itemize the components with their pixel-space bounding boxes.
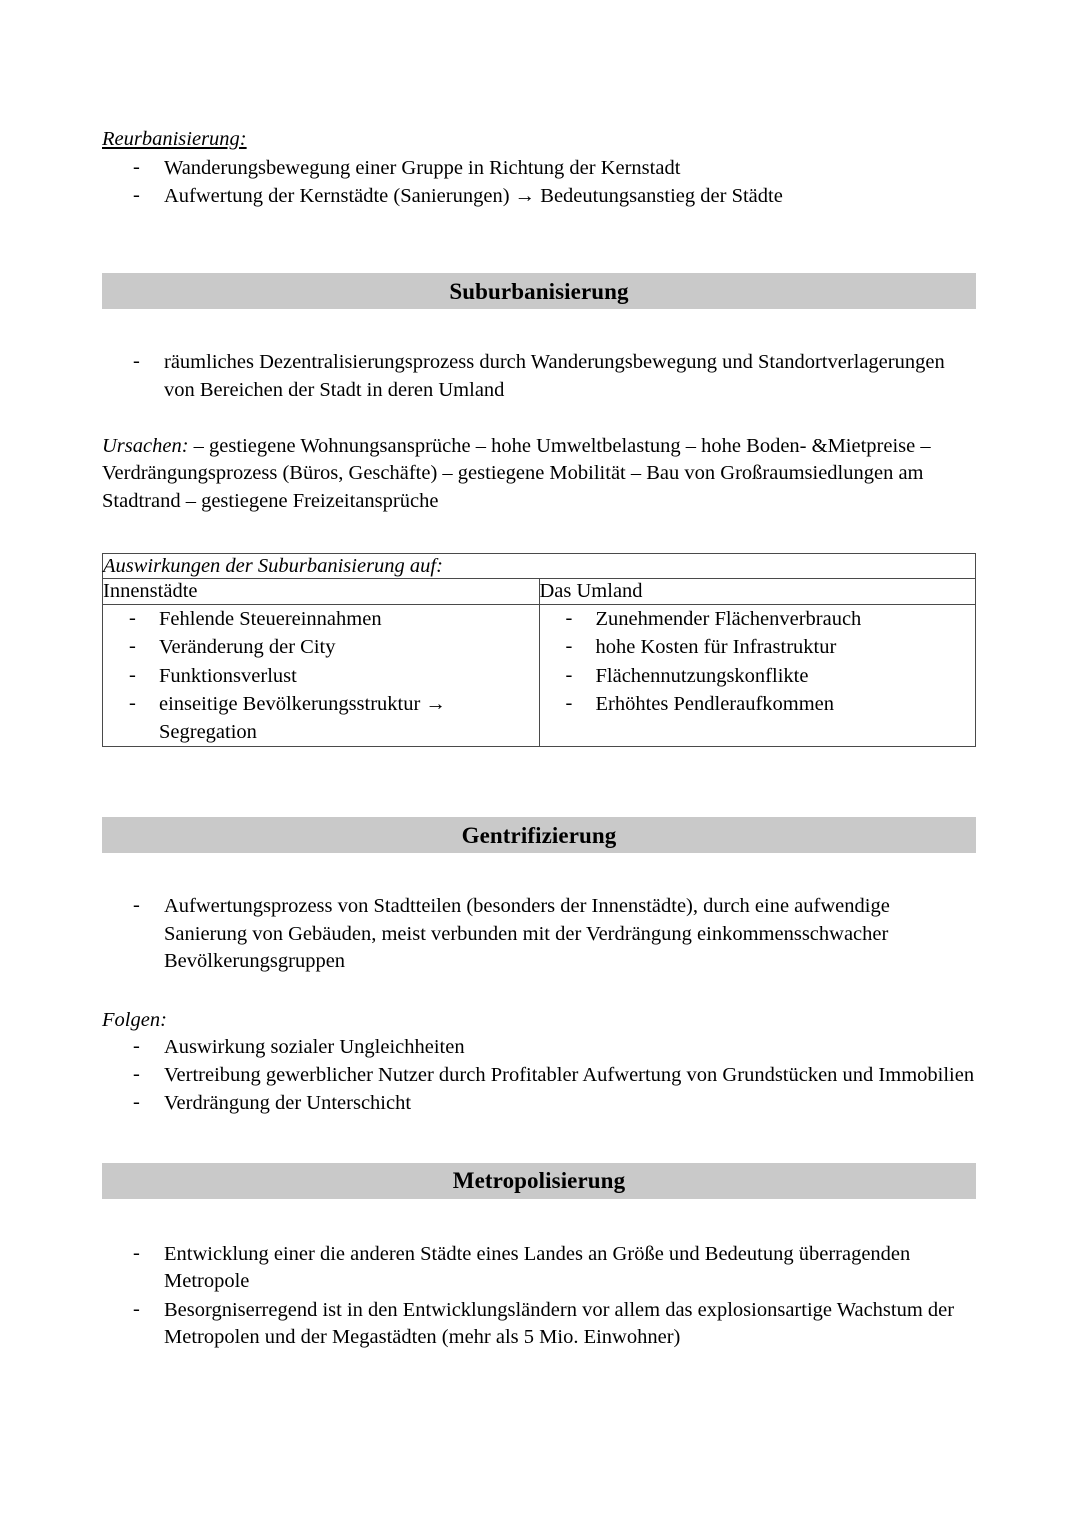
metropolisierung-bullet-list bbox=[102, 1241, 977, 1351]
section-title: Gentrifizierung bbox=[461, 822, 617, 848]
table-cell-innenstaedte bbox=[103, 605, 540, 747]
spacer bbox=[102, 1119, 977, 1163]
reurbanisierung-bullet-list bbox=[102, 155, 977, 211]
list-item: - Aufwertung der Kernstädte (Sanierungen) → Bedeutungsanstieg der Städte bbox=[102, 183, 977, 210]
section-reurbanisierung bbox=[102, 126, 977, 210]
section-heading-gentrifizierung bbox=[102, 817, 976, 853]
section-heading-metropolisierung bbox=[102, 1163, 976, 1199]
spacer bbox=[102, 211, 977, 273]
spacer bbox=[102, 309, 977, 349]
table-cell-umland bbox=[539, 605, 976, 747]
table-caption: Auswirkungen der Suburbanisierung auf: bbox=[103, 553, 976, 579]
list-item: - Wanderungsbewegung einer Gruppe in Richtung der Kernstadt bbox=[102, 155, 977, 182]
list-item: - Entwicklung einer die anderen Städte eines Landes an Größe und Bedeutung überragenden Metropole bbox=[102, 1241, 977, 1296]
table-row-body bbox=[103, 605, 976, 747]
list-item: - Besorgniserregend ist in den Entwicklungsländern vor allem das explosionsartige Wachstum der Metropolen und der Megastädten (mehr als 5 Mio. Einwohner) bbox=[102, 1297, 977, 1352]
list-item: - räumliches Dezentralisierungsprozess durch Wanderungsbewegung und Standortverlagerungen von Bereichen der Stadt in deren Umland bbox=[102, 349, 977, 404]
folgen-label-text: Folgen: bbox=[102, 1008, 167, 1031]
auswirkungen-table bbox=[102, 553, 976, 748]
spacer bbox=[102, 515, 977, 553]
ursachen-paragraph bbox=[102, 433, 977, 515]
list-item: - Flächennutzungskonflikte bbox=[540, 662, 976, 690]
innenstaedte-list bbox=[103, 605, 539, 746]
list-item: - Vertreibung gewerblicher Nutzer durch Profitabler Aufwertung von Grundstücken und Immobilien bbox=[102, 1062, 977, 1089]
list-item: - hohe Kosten für Infrastruktur bbox=[540, 633, 976, 661]
list-item: - Auswirkung sozialer Ungleichheiten bbox=[102, 1034, 977, 1061]
spacer bbox=[102, 853, 977, 893]
ursachen-body: – gestiegene Wohnungsansprüche – hohe Umweltbelastung – hohe Boden- &Mietpreise – Verdrängungsprozess (Büros, Geschäfte) – gestiegene Mobilität – Bau von Großraumsiedlungen am Stadtrand – gestiegene Freizeitansprüche bbox=[102, 435, 931, 512]
list-item: - Verdrängung der Unterschicht bbox=[102, 1090, 977, 1117]
table-column-header-innenstaedte: Innenstädte bbox=[103, 579, 540, 605]
section-title: Metropolisierung bbox=[452, 1168, 626, 1194]
ursachen-label: Ursachen: bbox=[102, 435, 189, 458]
table-row-headers bbox=[103, 579, 976, 605]
list-item: - Aufwertungsprozess von Stadtteilen (besonders der Innenstädte), durch eine aufwendige Sanierung von Gebäuden, meist verbunden mit der Verdrängung einkommensschwacher Bevölkerungsgruppen bbox=[102, 893, 977, 975]
list-item: - Veränderung der City bbox=[103, 633, 539, 661]
umland-list bbox=[540, 605, 976, 718]
table-column-header-umland: Das Umland bbox=[539, 579, 976, 605]
section-title: Suburbanisierung bbox=[449, 278, 629, 304]
reurbanisierung-heading: Reurbanisierung: bbox=[102, 128, 247, 150]
table-row-caption bbox=[103, 553, 976, 579]
list-item: - Fehlende Steuereinnahmen bbox=[103, 605, 539, 633]
folgen-list bbox=[102, 1034, 977, 1118]
list-item: - einseitige Bevölkerungsstruktur → Segregation bbox=[103, 690, 539, 747]
page-content bbox=[102, 126, 977, 1352]
list-item: - Zunehmender Flächenverbrauch bbox=[540, 605, 976, 633]
section-heading-suburbanisierung bbox=[102, 273, 976, 309]
folgen-label bbox=[102, 1007, 977, 1034]
gentrifizierung-bullet-list bbox=[102, 893, 977, 975]
spacer bbox=[102, 405, 977, 433]
spacer bbox=[102, 977, 977, 1007]
list-item: - Erhöhtes Pendleraufkommen bbox=[540, 690, 976, 718]
spacer bbox=[102, 1199, 977, 1241]
suburbanisierung-bullet-list bbox=[102, 349, 977, 404]
list-item: - Funktionsverlust bbox=[103, 662, 539, 690]
spacer bbox=[102, 747, 977, 817]
